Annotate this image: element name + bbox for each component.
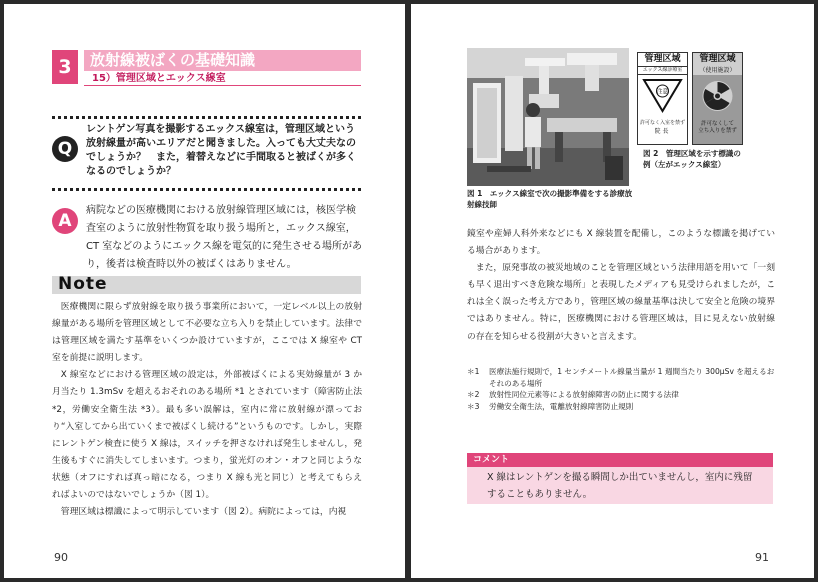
xray-room-photo xyxy=(467,48,629,186)
warning-triangle-icon xyxy=(638,75,687,115)
question-text: レントゲン写真を撮影するエックス線室は，管理区域という放射線量が高いエリアだと聞きました。入っても大丈夫なのでしょうか？ また，着替えなどに手間取ると被ばくが多くなるのでしょうか？ xyxy=(86,124,356,177)
sign-footer-line2: 立ち入りを禁ず xyxy=(698,128,737,134)
sign-symbol-text: 注意 xyxy=(656,88,669,96)
note-label: Note xyxy=(58,274,108,294)
footnote-mark: ＊3 xyxy=(467,401,480,411)
radiation-trefoil-icon xyxy=(693,75,742,117)
figure-2-caption: 図 2 管理区域を示す標識の例（左がエックス線室） xyxy=(643,149,741,169)
comment-body: X 線はレントゲンを撮る瞬間しか出ていませんし，室内に残留することもありません。 xyxy=(467,467,773,504)
footnote-item xyxy=(467,401,775,413)
sign-footer-line2: 院長 xyxy=(654,128,671,135)
question-icon: Q xyxy=(52,136,78,162)
right-body-text xyxy=(467,226,775,346)
sign-subtitle: エックス線診療室 xyxy=(638,67,687,75)
comment-header: コメント xyxy=(467,453,773,467)
page-number-right: 91 xyxy=(755,551,769,564)
dotted-divider xyxy=(52,116,361,119)
sign-footer-line1: 許可なくして xyxy=(700,121,734,127)
answer-icon: A xyxy=(52,208,78,234)
note-paragraph: 医療機関に限らず放射線を取り扱う事業所において，一定レベル以上の放射線量がある場所を管理区域として不必要な立ち入りを禁止しています。法律では管理区域を満たす基準をいくつか設けていますが，ここでは X 線室や CT 室を前提に説明します。 xyxy=(52,302,362,364)
body-paragraph: 鏡室や産婦人科外来などにも X 線装置を配備し，このような標識を掲げている場合があります。 xyxy=(467,229,775,257)
answer-text: 病院などの医療機関における放射線管理区域には，核医学検査室のように放射性物質を取り扱う場所と，エックス線室，CT 室などのようにエックス線を電気的に発生させる場所があり，後者は検査時以外の被ばくはありません。 xyxy=(86,205,362,270)
xray-room-illustration xyxy=(467,48,629,186)
footnote-item xyxy=(467,389,775,401)
footnotes xyxy=(467,366,775,412)
chapter-number: 3 xyxy=(52,50,78,84)
footnote-text: 放射性同位元素等による放射線障害の防止に関する法律 xyxy=(489,390,679,399)
sign-xray-room xyxy=(637,52,688,145)
sign-subtitle: （使用施設） xyxy=(693,66,742,75)
page-number-left: 90 xyxy=(54,551,68,564)
figure-1-caption: 図 1 エックス線室で次の撮影準備をする診療放射線技師 xyxy=(467,189,633,209)
note-body xyxy=(52,299,362,521)
sign-title: 管理区域 xyxy=(693,53,742,66)
section-title: 15）管理区域とエックス線室 xyxy=(92,73,226,84)
sign-footer-line1: 許可なく入室を禁ず xyxy=(639,120,685,126)
note-paragraph: X 線室などにおける管理区域の設定は，外部被ばくによる実効線量が 3 か月当たり 1.3mSv を超えるおそれのある場所 *1 とされています（障害防止法 *2，労働安全衛生法 *3）。最も多い誤解は，室内に常に放射線が漂っており“入室してから出ていくまで被ばくし続ける”というものです。しかし，実際にレントゲン検査に使う X 線は，スイッチを押さなければ発生しませんし，発生後もすぐに消失してしまいます。つまり，蛍光灯のオン・オフと同じような状態（オフにすれば真っ暗になる，つまり X 線も光と同じ）と考えてもらえればよいのではないでしょうか（図 1）。 xyxy=(52,370,362,501)
footnote-mark: ＊2 xyxy=(467,390,480,399)
sign-title: 管理区域 xyxy=(638,53,687,67)
chapter-title: 放射線被ばくの基礎知識 xyxy=(84,50,361,71)
sign-controlled-area xyxy=(692,52,743,145)
footnote-mark: ＊1 xyxy=(467,367,480,376)
footnote-text: 労働安全衛生法，電離放射線障害防止規則 xyxy=(489,401,634,411)
footnote-text: 医療法施行規則で，1 センチメートル線量当量が 1 週間当たり 300μSv を超えるおそれのある場所 xyxy=(489,367,775,388)
section-rule xyxy=(84,85,361,86)
dotted-divider xyxy=(52,188,361,191)
footnote-item xyxy=(467,366,775,389)
body-paragraph: また，原発事故の被災地域のことを管理区域という法律用語を用いて「一刻も早く退出すべき危険な場所」と表現したメディアも見受けられましたが，これは全く誤った考え方であり，管理区域の線量基準は決して安全と危険の境界ではありません。特に，医療機関における管理区域は，目に見えない放射線の存在を知らせる役割が大きいと言えます。 xyxy=(467,263,775,342)
left-page xyxy=(4,4,405,578)
note-paragraph: 管理区域は標識によって明示しています（図 2）。病院によっては，内視 xyxy=(60,507,347,518)
right-page xyxy=(411,4,814,578)
